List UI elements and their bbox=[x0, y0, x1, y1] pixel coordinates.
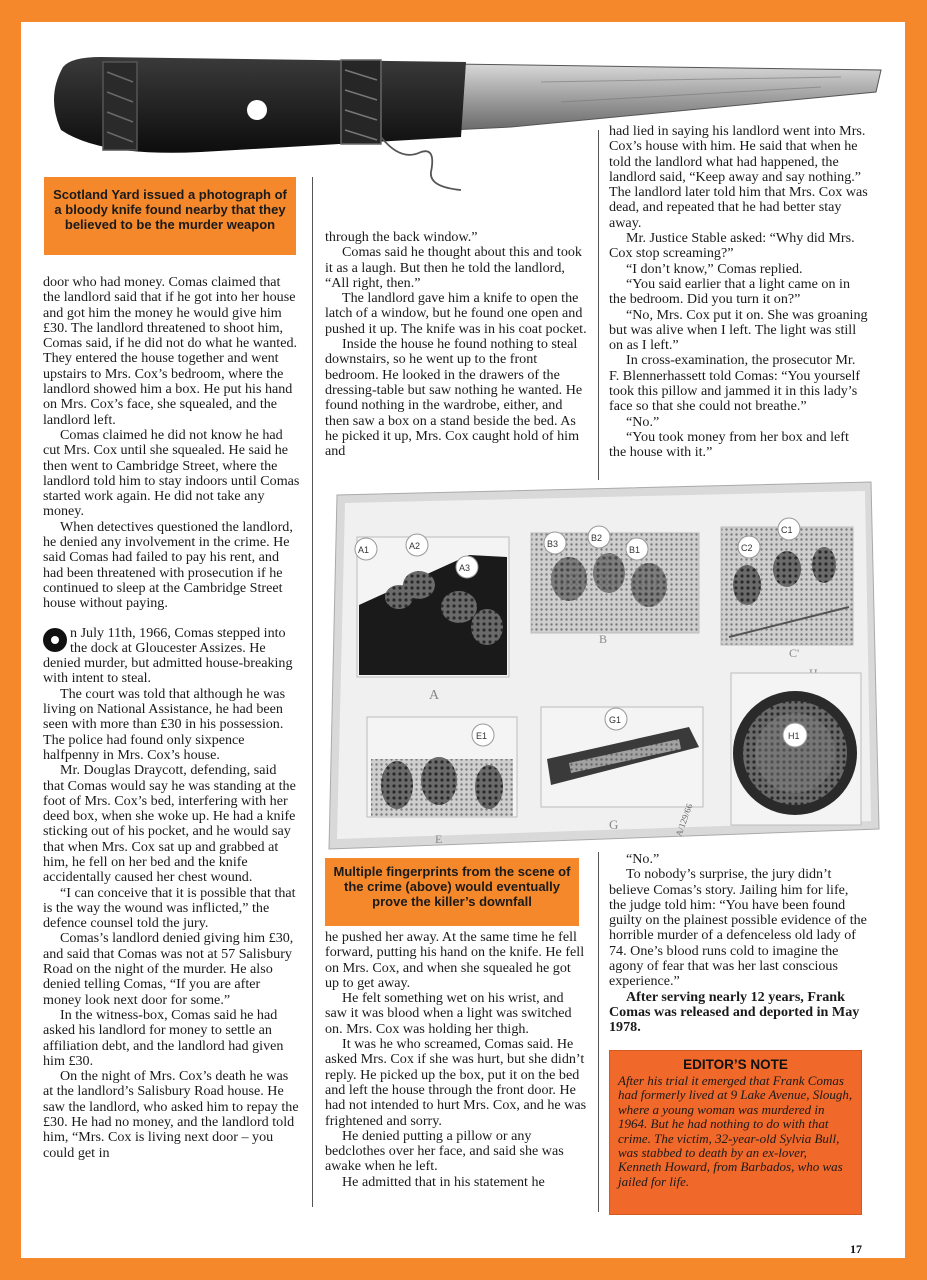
tag-a3: A3 bbox=[459, 563, 471, 573]
col3-paragraph: “You said earlier that a light came on in the bedroom. Did you turn it on?” bbox=[609, 275, 851, 308]
panel-b-label: B bbox=[599, 632, 608, 646]
photo-ref: A/129/66 bbox=[673, 802, 695, 838]
tag-a1: A1 bbox=[358, 545, 370, 555]
col1-dropcap-paragraph bbox=[43, 626, 300, 687]
editors-note-body: After his trial it emerged that Frank Comas had formerly lived at 9 Lake Avenue, Slough, where a young woman was murdered in 1964. But he had nothing to do with that crime. The victim, 32-year-old Sylvia Bull, was stabbed to death by an ex-lover, Kenneth Howard, from Barbados, who was jailed for life. bbox=[618, 1073, 853, 1189]
page-number: 17 bbox=[850, 1242, 862, 1256]
col1-paragraph: door who had money. Comas claimed that the landlord said that if he got into her house and got him the money he would give him £30. The landlord threatened to shoot him, Comas said, if he did not do what he wanted. They entered the house together and went upstairs to Mrs. Cox’s bedroom, where the landlord showed him a box. He put his hand on Mrs. Cox’s face, she squealed, and the landlord left. bbox=[43, 274, 298, 428]
col1-paragraph-text: n July 11th, 1966, Comas stepped into the dock at Gloucester Assizes. He denied murder, but admitted house-breaking with intent to steal. bbox=[43, 624, 293, 687]
col3-paragraph: “I don’t know,” Comas replied. bbox=[626, 260, 803, 277]
column-3-bottom bbox=[609, 852, 867, 1036]
col2-paragraph: Inside the house he found nothing to steal downstairs, so he went up to the front bedroom. He looked in the drawers of the dressing-table but saw nothing he wanted. He found nothing in the wardrobe, either, and then saw a box on a stand beside the bed. As he picked it up, Mrs. Cox caught hold of him and bbox=[325, 336, 583, 460]
col1-paragraph: Comas claimed he did not know he had cut Mrs. Cox until she squealed. He said he then went to Cambridge Street, where the landlord told him to stay indoors until Comas started work again. He did not take any money. bbox=[43, 426, 300, 520]
tag-b3: B3 bbox=[547, 539, 559, 549]
tag-g1: G1 bbox=[609, 715, 622, 725]
col3-paragraph: In cross-examination, the prosecutor Mr. F. Blennerhassett told Comas: “You yourself took this pillow and jammed it in this lady’s face so that she could not breathe.” bbox=[609, 352, 861, 415]
column-rule-3 bbox=[598, 852, 599, 1212]
col1-paragraph: “I can conceive that it is possible that that is the way the wound was inflicted,” the defence counsel told the jury. bbox=[43, 884, 296, 932]
col3-paragraph: “No.” bbox=[626, 413, 660, 430]
col2-paragraph: The landlord gave him a knife to open the latch of a window, but he found one open and pushed it up. The knife was in his coat pocket. bbox=[325, 290, 587, 337]
col3-closing-paragraph: After serving nearly 12 years, Frank Comas was released and deported in May 1978. bbox=[609, 988, 860, 1036]
knife-caption bbox=[44, 177, 296, 255]
col3-paragraph: had lied in saying his landlord went into Mrs. Cox’s house with him. He said that when he told the landlord what had happened, the landlord said, “Keep away and say nothing.” The landlord later told him that Mrs. Cox was dead, and repeated that he had better stay away. bbox=[609, 123, 868, 231]
col1-paragraph: On the night of Mrs. Cox’s death he was at the landlord’s Salisbury Road house. He saw the landlord, who asked him to repay the £30. He had no money, and the landlord told him, “Mrs. Cox is living next door – you could get in bbox=[43, 1068, 299, 1161]
col2-paragraph: through the back window.” bbox=[325, 229, 478, 245]
col2-paragraph: Comas said he thought about this and took it as a laugh. But then he told the landlord, “All right, then.” bbox=[325, 244, 582, 291]
editors-note-title: EDITOR’S NOTE bbox=[683, 1057, 788, 1072]
tag-a2: A2 bbox=[409, 541, 421, 551]
col3-paragraph: “No, Mrs. Cox put it on. She was groaning but was alive when I left. The light was still on as I left.” bbox=[609, 306, 868, 354]
column-2-top bbox=[325, 230, 587, 459]
dropcap-o-icon bbox=[43, 628, 67, 652]
column-2-bottom bbox=[325, 930, 587, 1190]
column-1 bbox=[43, 275, 300, 1161]
knife-caption-text: Scotland Yard issued a photograph of a bloody knife found nearby that they believed to be the murder weapon bbox=[53, 187, 287, 232]
col3-paragraph: “You took money from her box and left the house with it.” bbox=[609, 428, 849, 461]
panel-c-label: C' bbox=[789, 646, 800, 660]
editors-note-box bbox=[609, 1050, 862, 1215]
col2-paragraph: He admitted that in his statement he bbox=[342, 1173, 545, 1190]
tag-b1: B1 bbox=[629, 545, 641, 555]
tag-c2: C2 bbox=[741, 543, 753, 553]
column-3-top bbox=[609, 124, 869, 461]
magazine-page bbox=[21, 22, 905, 1258]
col1-paragraph: When detectives questioned the landlord, he denied any involvement in the crime. He said Comas had failed to pay his rent, and had been threatened with prosecution if he continued to sleep at the Cambridge Street house without paying. bbox=[43, 518, 293, 612]
fingerprints-caption-text: Multiple fingerprints from the scene of the crime (above) would eventually prove the killer’s downfall bbox=[333, 864, 571, 909]
column-rule-1 bbox=[312, 177, 313, 1207]
tag-b2: B2 bbox=[591, 533, 603, 543]
col2-paragraph: He felt something wet on his wrist, and saw it was blood when a light was switched on. Mrs. Cox was holding her thigh. bbox=[325, 990, 572, 1037]
tag-c1: C1 bbox=[781, 525, 793, 535]
panel-e-label: E bbox=[435, 832, 443, 846]
col1-paragraph: The court was told that although he was living on National Assistance, he had been seen with more than £30 in his possession. The police had found only sixpence halfpenny in Mrs. Cox’s house. bbox=[43, 685, 286, 763]
panel-a-label: A bbox=[429, 688, 440, 703]
col1-paragraph: In the witness-box, Comas said he had asked his landlord for money to settle an affiliation debt, and the landlord had given him £30. bbox=[43, 1006, 284, 1069]
col2-paragraph: It was he who screamed, Comas said. He asked Mrs. Cox if she was hurt, but she didn’t reply. He picked up the box, put it on the bed and left the house through the front door. He had not intended to hurt Mrs. Cox, and he was frightened and sorry. bbox=[325, 1036, 587, 1129]
fingerprints-caption bbox=[325, 858, 579, 926]
col1-paragraph: Mr. Douglas Draycott, defending, said that Comas would say he was standing at the foot of Mrs. Cox’s bed, interfering with her deed box, when she woke up. He had a knife sticking out of his pocket, and he would say that when Mrs. Cox sat up and grabbed at him, he fell on her bed and the knife accidentally caused her chest wound. bbox=[43, 762, 296, 886]
column-rule-2 bbox=[598, 130, 599, 480]
tag-h1: H1 bbox=[788, 731, 800, 741]
col2-paragraph: he pushed her away. At the same time he fell forward, putting his hand on the knife. He fell on Mrs. Cox, and when she squealed he got up to get away. bbox=[325, 929, 585, 991]
col3-paragraph: Mr. Justice Stable asked: “Why did Mrs. Cox stop screaming?” bbox=[609, 230, 855, 262]
col3-paragraph: To nobody’s surprise, the jury didn’t believe Comas’s story. Jailing him for life, the judge told him: “You have been found guilty on the plainest possible evidence of the horrible murder of a defenceless old lady of 74. One’s blood runs cold to imagine the agony of fear that was her last conscious experience.” bbox=[609, 866, 867, 990]
col3-paragraph: “No.” bbox=[626, 851, 660, 867]
col1-paragraph: Comas’s landlord denied giving him £30, and said that Comas was not at 57 Salisbury Road on the night of the murder. He also denied telling Comas, “If you are after money look next door for some.” bbox=[43, 930, 294, 1008]
fingerprint-photo bbox=[319, 477, 891, 857]
col2-paragraph: He denied putting a pillow or any bedclothes over her face, and said she was awake when he left. bbox=[325, 1127, 564, 1175]
panel-g-label: G bbox=[609, 817, 619, 832]
tag-e1: E1 bbox=[476, 731, 488, 741]
